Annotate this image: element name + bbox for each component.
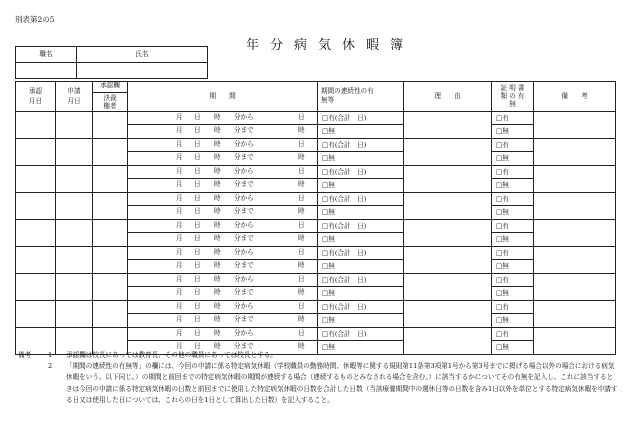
- leave-entry-row: [16, 192, 616, 206]
- certificate-header: 証 明 書 類 の 有 無: [492, 82, 534, 112]
- period-to-month-label: 月: [176, 315, 183, 324]
- period-to-cell[interactable]: [128, 287, 318, 301]
- approver-cell[interactable]: [93, 219, 128, 246]
- note-item: 1 承認欄は校長にあっては教育長、その他の職員にあっては校長とする。: [48, 351, 277, 359]
- notes-label: 備考: [18, 351, 32, 359]
- period-from-hour-label: 時: [214, 274, 221, 283]
- period-from-min-label: 分から: [234, 220, 254, 229]
- continuity-no-checkbox[interactable]: □無: [318, 260, 404, 274]
- remarks-header: 備 考: [534, 82, 616, 112]
- period-to-day-label: 日: [194, 180, 201, 189]
- period-to-month-label: 月: [176, 180, 183, 189]
- certificate-yes-checkbox[interactable]: □有: [492, 165, 534, 179]
- period-to-hour-label: 時: [214, 315, 221, 324]
- period-from-unit-label: 日: [298, 220, 305, 229]
- leave-record-table: [15, 81, 616, 355]
- period-to-day-label: 日: [194, 153, 201, 162]
- period-to-hour-label: 時: [214, 288, 221, 297]
- period-from-min-label: 分から: [234, 193, 254, 202]
- period-from-month-label: 月: [176, 193, 183, 202]
- reason-cell[interactable]: [404, 111, 492, 138]
- period-from-day-label: 日: [194, 112, 201, 121]
- notes-section: [18, 350, 618, 406]
- approval-date-cell[interactable]: [16, 300, 56, 327]
- period-to-min-label: 分まで: [234, 234, 254, 243]
- period-to-cell[interactable]: [128, 179, 318, 193]
- remarks-cell[interactable]: [534, 192, 616, 219]
- approval-date-cell[interactable]: [16, 138, 56, 165]
- period-to-cell[interactable]: [128, 314, 318, 328]
- period-from-unit-label: 日: [298, 166, 305, 175]
- period-from-unit-label: 日: [298, 274, 305, 283]
- reason-cell[interactable]: [404, 246, 492, 273]
- certificate-no-checkbox[interactable]: □無: [492, 260, 534, 274]
- period-to-unit-label: 時: [298, 153, 305, 162]
- period-from-day-label: 日: [194, 301, 201, 310]
- page-title: 年分病気休暇簿: [246, 38, 415, 53]
- period-from-month-label: 月: [176, 139, 183, 148]
- certificate-no-checkbox[interactable]: □無: [492, 341, 534, 355]
- period-to-cell[interactable]: [128, 152, 318, 166]
- period-from-min-label: 分から: [234, 247, 254, 256]
- period-from-month-label: 月: [176, 274, 183, 283]
- remarks-cell[interactable]: [534, 246, 616, 273]
- period-to-unit-label: 時: [298, 207, 305, 216]
- period-to-cell[interactable]: [128, 260, 318, 274]
- continuity-no-checkbox[interactable]: □無: [318, 233, 404, 247]
- certificate-yes-checkbox[interactable]: □有: [492, 219, 534, 233]
- period-from-cell[interactable]: [128, 273, 318, 287]
- continuity-yes-checkbox[interactable]: □有(合計 日): [318, 111, 404, 125]
- leave-entry-row: [16, 165, 616, 179]
- period-to-cell[interactable]: [128, 125, 318, 139]
- period-to-hour-label: 時: [214, 234, 221, 243]
- certificate-no-checkbox[interactable]: □無: [492, 152, 534, 166]
- continuity-no-checkbox[interactable]: □無: [318, 179, 404, 193]
- period-from-day-label: 日: [194, 274, 201, 283]
- approval-date-cell[interactable]: [16, 111, 56, 138]
- approver-cell[interactable]: [93, 165, 128, 192]
- period-to-day-label: 日: [194, 126, 201, 135]
- period-to-day-label: 日: [194, 234, 201, 243]
- leave-entry-row: [16, 300, 616, 314]
- period-from-hour-label: 時: [214, 139, 221, 148]
- request-date-cell[interactable]: [56, 138, 93, 165]
- period-to-hour-label: 時: [214, 180, 221, 189]
- period-to-month-label: 月: [176, 126, 183, 135]
- certificate-yes-checkbox[interactable]: □有: [492, 192, 534, 206]
- period-from-unit-label: 日: [298, 328, 305, 337]
- continuity-no-checkbox[interactable]: □無: [318, 206, 404, 220]
- certificate-no-checkbox[interactable]: □無: [492, 314, 534, 328]
- period-to-hour-label: 時: [214, 342, 221, 351]
- period-from-min-label: 分から: [234, 166, 254, 175]
- remarks-cell[interactable]: [534, 300, 616, 327]
- period-to-min-label: 分まで: [234, 315, 254, 324]
- approval-date-cell[interactable]: [16, 219, 56, 246]
- leave-entry-row: [16, 138, 616, 152]
- reason-cell[interactable]: [404, 165, 492, 192]
- period-to-hour-label: 時: [214, 207, 221, 216]
- reason-cell[interactable]: [404, 300, 492, 327]
- period-to-min-label: 分まで: [234, 288, 254, 297]
- period-from-day-label: 日: [194, 247, 201, 256]
- reason-cell[interactable]: [404, 138, 492, 165]
- name-label: 氏名: [77, 47, 208, 63]
- period-to-unit-label: 時: [298, 234, 305, 243]
- remarks-cell[interactable]: [534, 219, 616, 246]
- period-from-month-label: 月: [176, 112, 183, 121]
- request-date-cell[interactable]: [56, 246, 93, 273]
- continuity-yes-checkbox[interactable]: □有(合計 日): [318, 165, 404, 179]
- approval-column-header: 承認欄 決裁 権者: [93, 82, 128, 112]
- remarks-cell[interactable]: [534, 138, 616, 165]
- period-to-hour-label: 時: [214, 126, 221, 135]
- period-from-min-label: 分から: [234, 274, 254, 283]
- period-to-min-label: 分まで: [234, 126, 254, 135]
- continuity-no-checkbox[interactable]: □無: [318, 152, 404, 166]
- period-to-day-label: 日: [194, 315, 201, 324]
- period-to-month-label: 月: [176, 261, 183, 270]
- period-to-month-label: 月: [176, 288, 183, 297]
- remarks-cell[interactable]: [534, 273, 616, 300]
- period-from-min-label: 分から: [234, 301, 254, 310]
- leave-entry-row: [16, 111, 616, 125]
- period-from-month-label: 月: [176, 166, 183, 175]
- period-to-min-label: 分まで: [234, 261, 254, 270]
- note-item: 2 「期間の連続性の有無等」の欄には、今回の申請に係る特定病気休暇（学校職員の勤務時間、休暇等に関する規則第11条第3項第1号から第3号までに掲げる場合以外の場合における病気休暇をいう。以下同じ。）の期間と前回までの特定病気休暇の期間が連続する場合（連続するものとみなされる場合を含む。）に該当するかについてその有無を記入し、これに該当するときは今回の申請に係る特定病気休暇の日数と前回までに使用した特定病気休暇の日数を合計した日数（当該療養期間中の週休日等の日数を含み1日以外を単位とする特定病気休暇を申請する日又は使用した日については、これらの日を1日として算出した日数）を記入すること。: [48, 362, 618, 404]
- continuity-no-checkbox[interactable]: □無: [318, 341, 404, 355]
- reason-cell[interactable]: [404, 192, 492, 219]
- request-date-cell[interactable]: [56, 111, 93, 138]
- leave-entry-row: [16, 246, 616, 260]
- period-to-hour-label: 時: [214, 261, 221, 270]
- approver-cell[interactable]: [93, 273, 128, 300]
- period-to-unit-label: 時: [298, 288, 305, 297]
- continuity-yes-checkbox[interactable]: □有(合計 日): [318, 273, 404, 287]
- period-from-hour-label: 時: [214, 166, 221, 175]
- period-from-day-label: 日: [194, 328, 201, 337]
- period-to-min-label: 分まで: [234, 342, 254, 351]
- continuity-yes-checkbox[interactable]: □有(合計 日): [318, 138, 404, 152]
- period-to-day-label: 日: [194, 342, 201, 351]
- period-to-cell[interactable]: [128, 206, 318, 220]
- request-date-header: 申請 月日: [56, 82, 93, 112]
- period-from-min-label: 分から: [234, 328, 254, 337]
- period-from-min-label: 分から: [234, 112, 254, 121]
- period-to-day-label: 日: [194, 207, 201, 216]
- remarks-cell[interactable]: [534, 111, 616, 138]
- approval-date-cell[interactable]: [16, 165, 56, 192]
- approval-date-cell[interactable]: [16, 246, 56, 273]
- period-to-unit-label: 時: [298, 180, 305, 189]
- continuity-header: 期間の連続性の有 無等: [318, 82, 404, 112]
- request-date-cell[interactable]: [56, 300, 93, 327]
- name-field[interactable]: [77, 63, 208, 79]
- period-from-unit-label: 日: [298, 139, 305, 148]
- certificate-yes-checkbox[interactable]: □有: [492, 327, 534, 341]
- post-label: 職名: [16, 47, 77, 63]
- period-from-cell[interactable]: [128, 300, 318, 314]
- period-to-min-label: 分まで: [234, 153, 254, 162]
- approver-cell[interactable]: [93, 192, 128, 219]
- period-to-day-label: 日: [194, 261, 201, 270]
- period-from-cell[interactable]: [128, 192, 318, 206]
- period-to-cell[interactable]: [128, 233, 318, 247]
- request-date-cell[interactable]: [56, 165, 93, 192]
- certificate-no-checkbox[interactable]: □無: [492, 179, 534, 193]
- leave-entry-row: [16, 327, 616, 341]
- leave-entry-row: [16, 219, 616, 233]
- period-from-month-label: 月: [176, 247, 183, 256]
- reason-cell[interactable]: [404, 273, 492, 300]
- approval-date-cell[interactable]: [16, 192, 56, 219]
- approver-cell[interactable]: [93, 300, 128, 327]
- period-from-cell[interactable]: [128, 219, 318, 233]
- continuity-yes-checkbox[interactable]: □有(合計 日): [318, 327, 404, 341]
- period-from-day-label: 日: [194, 139, 201, 148]
- approver-cell[interactable]: [93, 138, 128, 165]
- reason-cell[interactable]: [404, 219, 492, 246]
- certificate-yes-checkbox[interactable]: □有: [492, 246, 534, 260]
- period-from-cell[interactable]: [128, 111, 318, 125]
- continuity-yes-checkbox[interactable]: □有(合計 日): [318, 246, 404, 260]
- certificate-no-checkbox[interactable]: □無: [492, 233, 534, 247]
- period-to-unit-label: 時: [298, 315, 305, 324]
- period-from-hour-label: 時: [214, 193, 221, 202]
- certificate-yes-checkbox[interactable]: □有: [492, 111, 534, 125]
- period-to-day-label: 日: [194, 288, 201, 297]
- period-from-hour-label: 時: [214, 247, 221, 256]
- certificate-no-checkbox[interactable]: □無: [492, 125, 534, 139]
- period-from-month-label: 月: [176, 301, 183, 310]
- request-date-cell[interactable]: [56, 219, 93, 246]
- certificate-yes-checkbox[interactable]: □有: [492, 273, 534, 287]
- period-to-month-label: 月: [176, 207, 183, 216]
- period-header: 期 間: [128, 82, 318, 112]
- period-to-unit-label: 時: [298, 342, 305, 351]
- continuity-no-checkbox[interactable]: □無: [318, 314, 404, 328]
- form-number: 別表第2の5: [15, 15, 55, 24]
- period-from-cell[interactable]: [128, 327, 318, 341]
- continuity-no-checkbox[interactable]: □無: [318, 125, 404, 139]
- certificate-yes-checkbox[interactable]: □有: [492, 138, 534, 152]
- period-from-cell[interactable]: [128, 138, 318, 152]
- period-from-hour-label: 時: [214, 220, 221, 229]
- identity-table: [15, 46, 208, 79]
- approval-date-header: 承認 月日: [16, 82, 56, 112]
- period-from-hour-label: 時: [214, 112, 221, 121]
- period-to-unit-label: 時: [298, 261, 305, 270]
- certificate-no-checkbox[interactable]: □無: [492, 206, 534, 220]
- period-from-unit-label: 日: [298, 193, 305, 202]
- approver-cell[interactable]: [93, 246, 128, 273]
- period-to-min-label: 分まで: [234, 207, 254, 216]
- approval-date-cell[interactable]: [16, 273, 56, 300]
- certificate-yes-checkbox[interactable]: □有: [492, 300, 534, 314]
- period-to-min-label: 分まで: [234, 180, 254, 189]
- post-field[interactable]: [16, 63, 77, 79]
- period-to-month-label: 月: [176, 234, 183, 243]
- period-from-month-label: 月: [176, 328, 183, 337]
- continuity-yes-checkbox[interactable]: □有(合計 日): [318, 192, 404, 206]
- reason-header: 理 由: [404, 82, 492, 112]
- remarks-cell[interactable]: [534, 165, 616, 192]
- period-from-cell[interactable]: [128, 165, 318, 179]
- period-from-day-label: 日: [194, 166, 201, 175]
- period-from-cell[interactable]: [128, 246, 318, 260]
- certificate-no-checkbox[interactable]: □無: [492, 287, 534, 301]
- continuity-yes-checkbox[interactable]: □有(合計 日): [318, 300, 404, 314]
- period-from-unit-label: 日: [298, 112, 305, 121]
- period-from-day-label: 日: [194, 220, 201, 229]
- period-to-unit-label: 時: [298, 126, 305, 135]
- period-to-month-label: 月: [176, 153, 183, 162]
- request-date-cell[interactable]: [56, 192, 93, 219]
- period-to-month-label: 月: [176, 342, 183, 351]
- period-from-unit-label: 日: [298, 301, 305, 310]
- period-from-month-label: 月: [176, 220, 183, 229]
- period-from-unit-label: 日: [298, 247, 305, 256]
- approver-cell[interactable]: [93, 111, 128, 138]
- leave-entry-row: [16, 273, 616, 287]
- continuity-yes-checkbox[interactable]: □有(合計 日): [318, 219, 404, 233]
- period-from-day-label: 日: [194, 193, 201, 202]
- continuity-no-checkbox[interactable]: □無: [318, 287, 404, 301]
- period-from-hour-label: 時: [214, 301, 221, 310]
- request-date-cell[interactable]: [56, 273, 93, 300]
- period-to-hour-label: 時: [214, 153, 221, 162]
- period-from-min-label: 分から: [234, 139, 254, 148]
- period-from-hour-label: 時: [214, 328, 221, 337]
